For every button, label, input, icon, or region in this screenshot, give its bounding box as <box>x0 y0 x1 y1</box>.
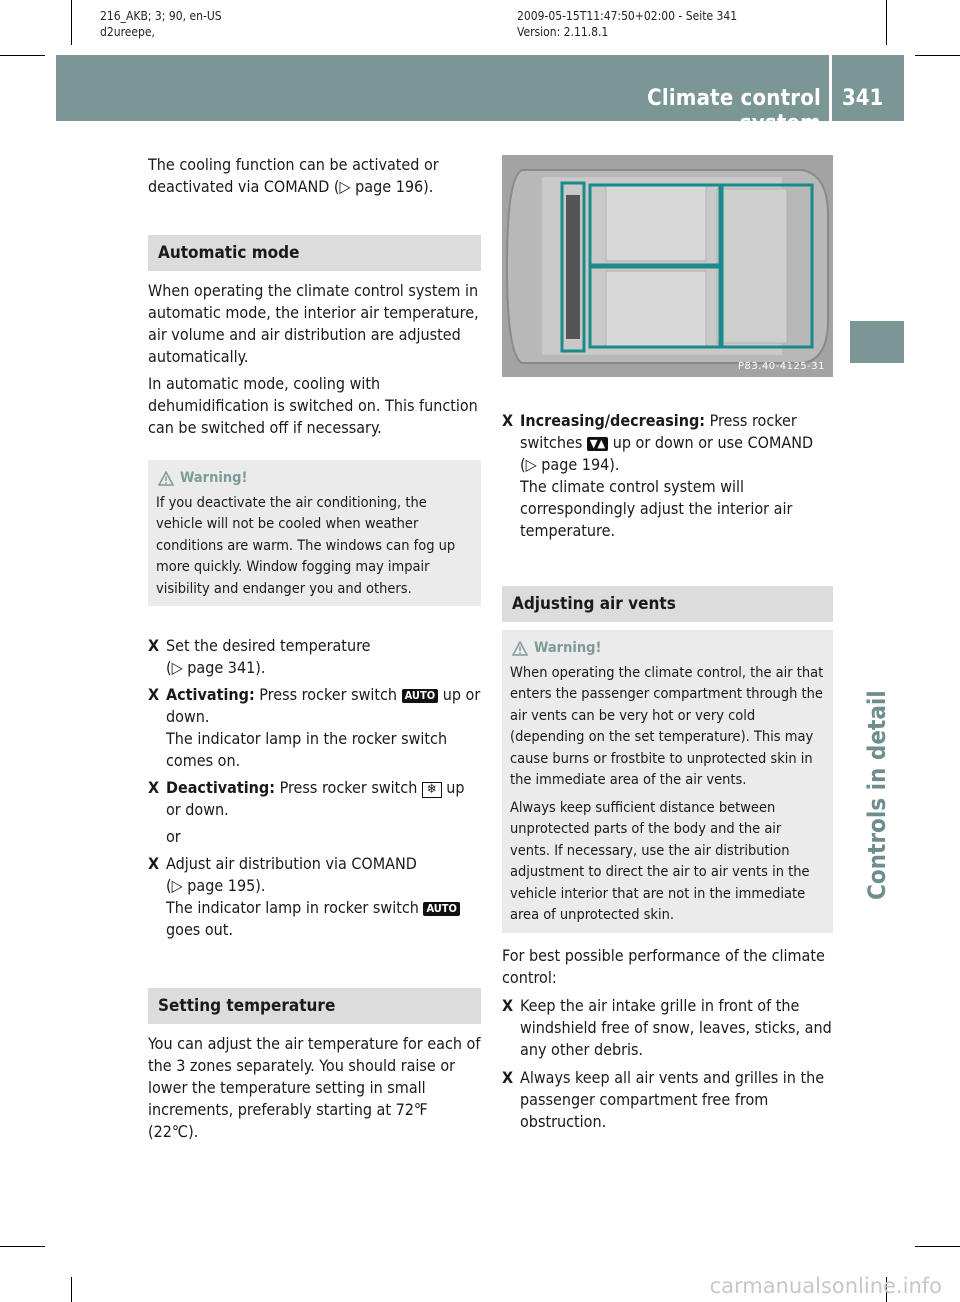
bullet-x-icon: X <box>502 411 514 430</box>
warning-box <box>148 460 481 606</box>
step-text: Press rocker switches <box>520 411 797 452</box>
auto-switch-icon: AUTO <box>402 689 439 703</box>
step-result: goes out. <box>166 920 234 939</box>
list-item <box>502 410 833 542</box>
section-heading-setting-temperature: Setting temperature <box>148 988 481 1024</box>
paragraph: You can adjust the air temperature for each of the 3 zones separately. You should raise or lower the temperature setting in small increments, preferably starting at 72℉ (22℃). <box>148 1034 481 1141</box>
warning-icon <box>512 641 528 657</box>
crop-mark <box>886 0 887 45</box>
step-text: Adjust air distribution via COMAND <box>166 854 417 873</box>
page-number: 341 <box>842 86 884 111</box>
warning-heading <box>510 638 825 660</box>
warning-box <box>502 630 833 933</box>
meta-line: 216_AKB; 3; 90, en-US <box>100 9 222 23</box>
watermark: carmanualsonline.info <box>709 1274 942 1298</box>
step-text: up or down. <box>166 778 465 819</box>
page-title: Climate control system <box>647 86 821 136</box>
bullet-x-icon: X <box>148 685 160 704</box>
list-item <box>148 853 481 941</box>
page-ref: (▷ page 341). <box>166 658 266 677</box>
print-meta-top-left <box>100 8 222 40</box>
crop-mark <box>915 1246 960 1247</box>
step-result: The climate control system will correspondingly adjust the interior air temperature. <box>520 477 793 540</box>
crop-mark <box>71 1277 72 1302</box>
warning-icon <box>158 471 174 487</box>
warning-text: If you deactivate the air conditioning, the vehicle will not be cooled when weather conditions are warm. The windows can fog up more quickly. Window fogging may impair visibility and endanger you and others. <box>156 494 456 597</box>
list-item <box>148 635 481 679</box>
crop-mark <box>915 55 960 56</box>
step-label: Increasing/decreasing: <box>520 411 706 430</box>
step-result: The indicator lamp in rocker switch <box>166 898 419 917</box>
intro-text: The cooling function can be activated or deactivated via COMAND (▷ page 196). <box>148 155 439 196</box>
warning-text: When operating the climate control, the air that enters the passenger compartment through the air vents can be very hot or very cold (depending on the set temperature). This may cause burns or frostbite to unprotected skin in the immediate area of the air vents. <box>510 664 824 788</box>
crop-mark <box>0 1246 45 1247</box>
step-text: up or down or use COMAND (▷ page 194). <box>520 433 814 474</box>
step-text: Set the desired temperature <box>166 636 371 655</box>
left-column <box>148 154 481 1143</box>
warning-title: Warning! <box>534 640 602 656</box>
warning-text: Always keep sufficient distance between unprotected parts of the body and the air vents. If necessary, use the air distribution adjustment to direct the air to air vents in the vehicle interior that are not in the immediate area of unprotected skin. <box>510 799 810 923</box>
image-reference-label: P83.40-4125-31 <box>737 361 825 372</box>
paragraph: For best possible performance of the climate control: <box>502 945 825 987</box>
list-item <box>148 684 481 772</box>
vehicle-climate-zones-image <box>502 155 833 377</box>
list-item <box>502 995 833 1061</box>
cooling-switch-icon: ❄ <box>422 782 442 798</box>
meta-line: d2ureepe, <box>100 25 155 39</box>
step-text: Always keep all air vents and grilles in the passenger compartment free from obstruction. <box>520 1067 825 1131</box>
print-meta-top-right <box>517 8 737 40</box>
bullet-x-icon: X <box>502 1067 514 1087</box>
auto-switch-icon: AUTO <box>423 902 460 916</box>
bullet-x-icon: X <box>502 995 514 1015</box>
paragraph: When operating the climate control system in automatic mode, the interior air temperature, air volume and air distribution are adjusted automatically. <box>148 281 479 366</box>
list-item <box>148 777 481 821</box>
step-text: Press rocker switch <box>279 778 418 797</box>
step-label: Deactivating: <box>166 778 275 797</box>
section-heading-automatic-mode: Automatic mode <box>148 235 481 271</box>
step-label: Activating: <box>166 685 255 704</box>
section-heading-adjusting-air-vents: Adjusting air vents <box>502 586 833 622</box>
paragraph: In automatic mode, cooling with dehumidification is switched on. This function can be switched off if necessary. <box>148 374 478 437</box>
bullet-x-icon: X <box>148 778 160 797</box>
side-tab-text: Controls in detail <box>863 690 891 900</box>
warning-title: Warning! <box>180 470 248 486</box>
crop-mark <box>71 0 72 45</box>
bullet-x-icon: X <box>148 854 160 873</box>
or-text: or <box>166 827 181 846</box>
page-ref: (▷ page 195). <box>166 876 266 895</box>
vehicle-top-view-illustration <box>502 155 833 377</box>
meta-line: 2009-05-15T11:47:50+02:00 - Seite 341 <box>517 9 738 23</box>
side-tab-block <box>850 321 904 363</box>
right-column <box>502 410 833 1133</box>
side-tab-label <box>850 370 904 900</box>
list-item <box>502 1067 833 1133</box>
crop-mark <box>0 55 45 56</box>
step-text: up or down. <box>166 685 481 726</box>
step-text: Keep the air intake grille in front of the windshield free of snow, leaves, sticks, and any other debris. <box>520 995 832 1059</box>
meta-line: Version: 2.11.8.1 <box>517 25 609 39</box>
header-divider <box>829 55 832 121</box>
bullet-x-icon: X <box>148 636 160 655</box>
step-text: Press rocker switch <box>259 685 398 704</box>
temperature-switch-icon: ▼▲ <box>587 437 608 451</box>
step-result: The indicator lamp in the rocker switch comes on. <box>166 729 448 770</box>
warning-heading <box>156 468 473 490</box>
